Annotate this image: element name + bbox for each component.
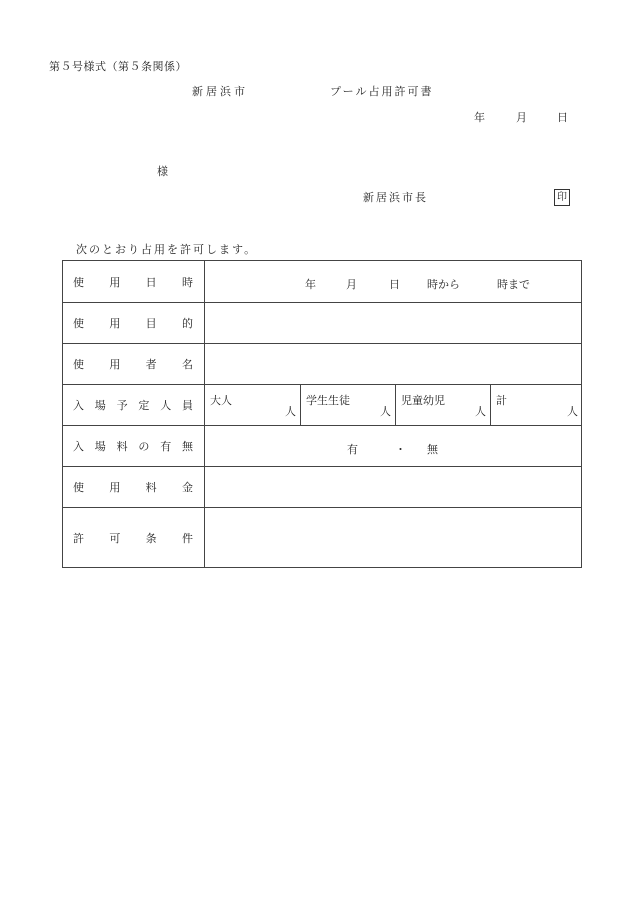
purpose-field[interactable] — [205, 303, 581, 343]
category-unit: 人 — [475, 405, 486, 418]
category-unit: 人 — [567, 405, 578, 418]
label-conditions: 許 可 条 件 — [73, 532, 193, 545]
row-conditions — [63, 507, 581, 568]
attendance-total[interactable] — [490, 385, 582, 425]
issue-date-year: 年 — [474, 111, 485, 124]
issuer-mayor: 新居浜市長 — [363, 191, 428, 204]
label-usage-fee: 使 用 料 金 — [73, 481, 193, 494]
label-attendance: 入 場 予 定 人 員 — [73, 399, 193, 412]
label-user-name: 使 用 者 名 — [73, 358, 193, 371]
row-admission-fee — [63, 425, 581, 466]
category-name: 児童幼児 — [401, 394, 445, 407]
issue-date-month: 月 — [516, 111, 527, 124]
admission-fee-no[interactable]: 無 — [427, 443, 438, 456]
category-name: 学生生徒 — [306, 394, 350, 407]
intro-text: 次のとおり占用を許可します。 — [76, 243, 258, 256]
attendance-adults[interactable] — [205, 385, 300, 425]
recipient-honorific: 様 — [157, 165, 168, 178]
usage-from-hour: 時から — [427, 278, 460, 291]
usage-month: 月 — [346, 278, 357, 291]
attendance-fields — [205, 385, 581, 425]
row-usage-datetime — [63, 261, 581, 302]
row-attendance — [63, 384, 581, 425]
admission-fee-field — [205, 426, 581, 466]
conditions-field[interactable] — [205, 508, 581, 568]
form-header: 第５号様式（第５条関係） — [49, 60, 187, 73]
category-name: 大人 — [210, 394, 232, 407]
usage-until-hour: 時まで — [497, 278, 530, 291]
usage-fee-field[interactable] — [205, 467, 581, 507]
usage-year: 年 — [305, 278, 316, 291]
label-purpose: 使 用 目 的 — [73, 317, 193, 330]
seal-mark: 印 — [554, 189, 570, 206]
attendance-students[interactable] — [300, 385, 395, 425]
row-purpose — [63, 302, 581, 343]
row-user-name — [63, 343, 581, 384]
attendance-children[interactable] — [395, 385, 490, 425]
label-admission-fee: 入 場 料 の 有 無 — [73, 440, 193, 453]
category-unit: 人 — [285, 405, 296, 418]
issue-date-day: 日 — [557, 111, 568, 124]
row-usage-fee — [63, 466, 581, 507]
label-usage-datetime: 使 用 日 時 — [73, 275, 193, 289]
usage-day: 日 — [389, 278, 400, 291]
usage-datetime-field[interactable] — [205, 261, 581, 302]
document-title: プール占用許可書 — [330, 85, 434, 98]
admission-fee-yes[interactable]: 有 — [347, 443, 358, 456]
admission-fee-separator: ・ — [395, 443, 406, 456]
user-name-field[interactable] — [205, 344, 581, 384]
city-name: 新居浜市 — [192, 85, 248, 98]
permit-table — [62, 260, 582, 568]
category-name: 計 — [496, 394, 507, 407]
category-unit: 人 — [380, 405, 391, 418]
